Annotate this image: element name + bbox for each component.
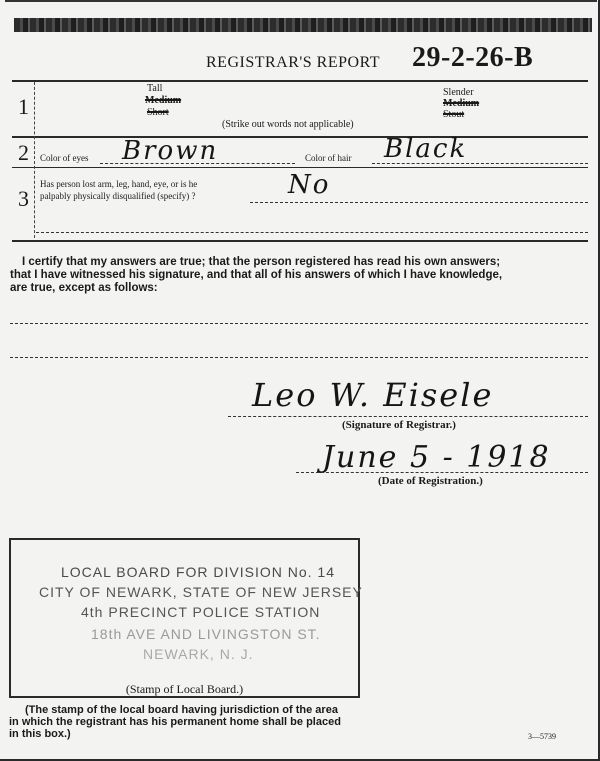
registrar-signature: Leo W. Eisele (252, 376, 494, 414)
divider-2-3 (12, 167, 588, 168)
note-line3: in this box.) (9, 728, 71, 740)
hair-label: Color of hair (305, 153, 352, 163)
height-option-tall: Tall (147, 83, 163, 94)
row-number-2: 2 (18, 140, 29, 165)
local-board-stamp-box (9, 538, 363, 698)
stamp-caption: (Stamp of Local Board.) (125, 682, 244, 696)
signature-line (228, 416, 588, 417)
top-border (5, 0, 597, 2)
height-option-medium: Medium (145, 95, 182, 106)
divider-1-2 (12, 136, 588, 138)
eyes-label: Color of eyes (40, 153, 89, 163)
stamp-line2: CITY OF NEWARK, STATE OF NEW JERSEY (39, 584, 363, 600)
form-number: 3—5739 (528, 732, 556, 741)
exceptions-line-2 (10, 357, 588, 358)
date-caption: (Date of Registration.) (378, 475, 483, 487)
stamp-line1: LOCAL BOARD FOR DIVISION No. 14 (61, 564, 335, 580)
report-title: REGISTRAR'S REPORT (206, 54, 381, 71)
hair-value: Black (384, 134, 468, 164)
registration-date: June 5 - 1918 (322, 440, 551, 475)
disability-question-line1: Has person lost arm, leg, hand, eye, or is he (40, 179, 198, 189)
serial-number: 29-2-26-B (412, 42, 534, 73)
certification-text (10, 256, 588, 295)
certification-line1: I certify that my answers are true; that the person registered has read his own answers; (22, 256, 501, 268)
disability-answer: No (288, 170, 331, 200)
date-line (296, 472, 588, 473)
header-banner (14, 18, 592, 32)
build-option-stout: Stout (443, 109, 465, 120)
number-column-rule (34, 82, 35, 238)
divider-bottom (12, 240, 588, 242)
note-line1: (The stamp of the local board having jurisdiction of the area (25, 704, 338, 716)
stamp-instruction-note (9, 704, 369, 740)
signature-caption: (Signature of Registrar.) (342, 419, 456, 431)
divider-top (12, 80, 588, 82)
exceptions-line-1 (10, 323, 588, 324)
certification-line3: are true, except as follows: (10, 282, 158, 294)
strike-instruction: (Strike out words not applicable) (222, 119, 354, 130)
stamp-line5: NEWARK, N. J. (143, 646, 254, 662)
disability-question-line2: palpably physically disqualified (specify) ? (40, 191, 196, 201)
build-option-slender: Slender (443, 87, 474, 98)
stamp-line3: 4th PRECINCT POLICE STATION (81, 604, 321, 620)
eyes-value: Brown (122, 136, 219, 166)
row-number-3: 3 (18, 186, 29, 211)
note-line2: in which the registrant has his permanent home shall be placed (9, 716, 341, 728)
disability-extra-line (36, 232, 588, 233)
stamp-line4: 18th AVE AND LIVINGSTON ST. (91, 626, 321, 642)
build-option-medium: Medium (443, 98, 480, 109)
disability-answer-line (250, 202, 588, 203)
row-number-1: 1 (18, 94, 29, 119)
title-row (0, 40, 600, 76)
height-option-short: Short (147, 107, 169, 118)
certification-line2: that I have witnessed his signature, and that all of his answers of which I have knowledge, (10, 269, 503, 281)
